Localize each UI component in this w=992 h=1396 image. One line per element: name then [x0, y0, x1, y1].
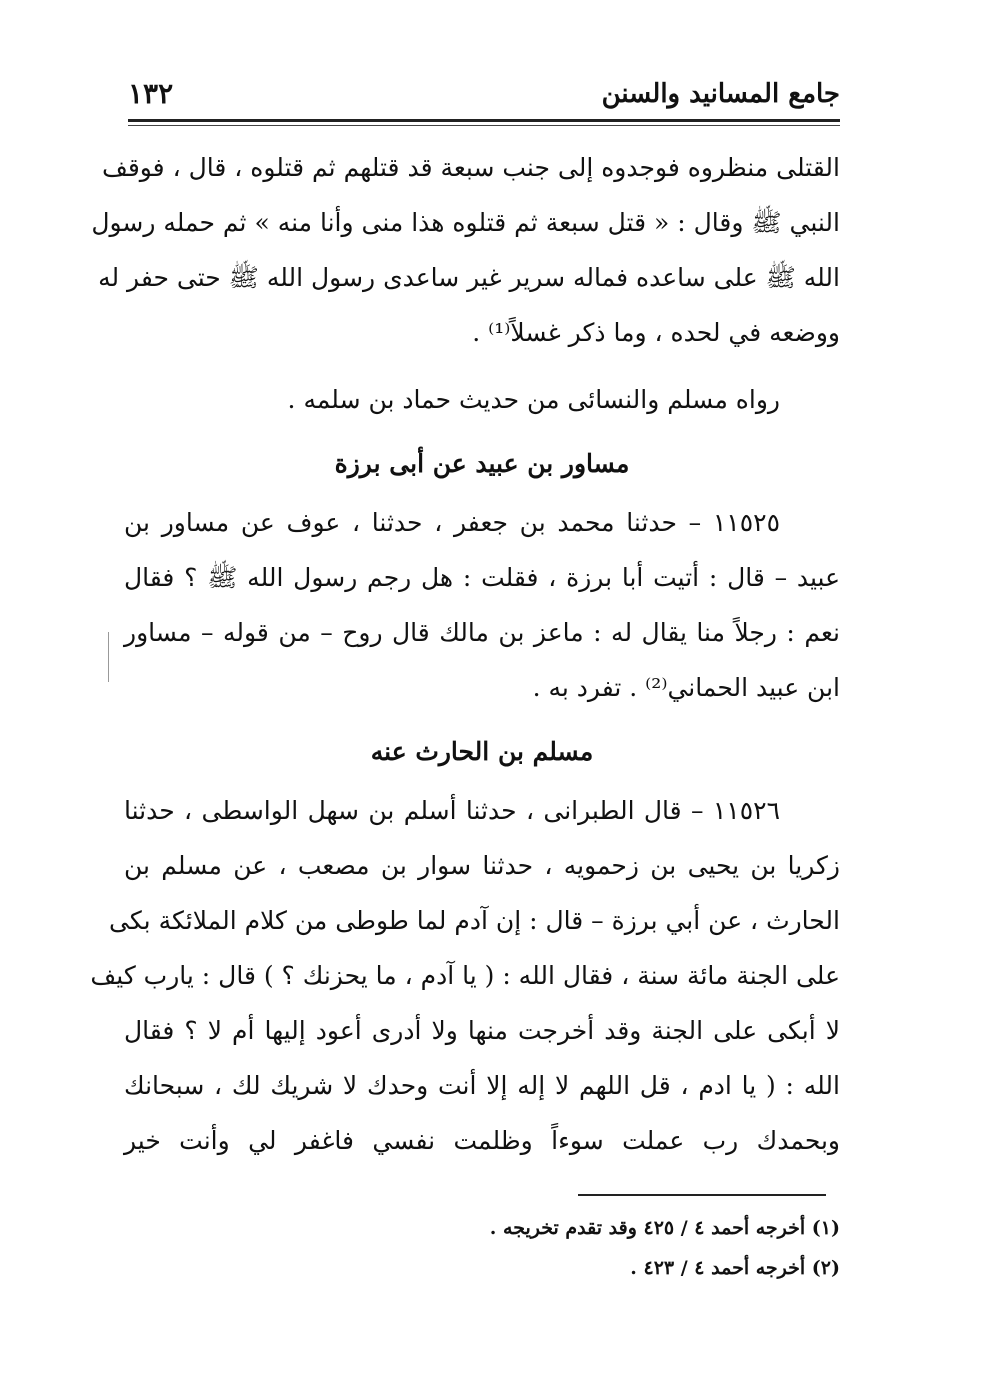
text-line: الحارث ، عن أبي برزة – قال : إن آدم لما طوطى من كلام الملائكة بكى [109, 906, 840, 935]
text-line: عبيد – قال : أتيت أبا برزة ، فقلت : هل رجم رسول الله ﷺ ؟ فقال [124, 563, 840, 592]
text-line: رواه مسلم والنسائى من حديث حماد بن سلمه . [287, 385, 780, 414]
section-heading: مسلم بن الحارث عنه [370, 737, 594, 766]
text-line: الله ﷺ على ساعده فماله سرير غير ساعدى رسول الله ﷺ حتى حفر له [98, 263, 840, 292]
text-line: القتلى منظروه فوجدوه إلى جنب سبعة قد قتلهم ثم قتلوه ، قال ، فوقف [101, 153, 840, 182]
text-line: الله : ( يا ادم ، قل اللهم لا إله إلا أنت وحدك لا شريك لك ، سبحانك [124, 1071, 840, 1100]
header-rule [128, 119, 840, 122]
text-line: وبحمدك رب عملت سوءاً وظلمت نفسي فاغفر لي وأنت خير [124, 1126, 840, 1155]
text-line: ١١٥٢٥ – حدثنا محمد بن جعفر ، حدثنا ، عوف عن مساور بن [124, 508, 780, 537]
text-line: النبي ﷺ وقال : « قتل سبعة ثم قتلوه هذا منى وأنا منه » ثم حمله رسول [91, 208, 840, 237]
footnote: (٢) أخرجه أحمد ٤ / ٤٢٣ . [630, 1257, 840, 1279]
running-title: جامع المسانيد والسنن [601, 79, 840, 109]
footnotes [300, 1208, 840, 1288]
text-line: لا أبكى على الجنة وقد أخرجت منها ولا أدرى أعود إليها أم لا ؟ فقال [124, 1016, 840, 1045]
text-line: ١١٥٢٦ – قال الطبرانى ، حدثنا أسلم بن سهل الواسطى ، حدثنا [124, 796, 780, 825]
text-line: زكريا بن يحيى بن زحمويه ، حدثنا سوار بن مصعب ، عن مسلم بن [124, 851, 840, 880]
text-line: ابن عبيد الحماني⁽²⁾ . تفرد به . [532, 673, 840, 702]
page-number: ١٣٢ [128, 77, 174, 110]
page-header [128, 74, 840, 118]
footnote: (١) أخرجه أحمد ٤ / ٤٢٥ وقد تقدم تخريجه . [489, 1217, 840, 1239]
section-heading: مساور بن عبيد عن أبى برزة [334, 449, 630, 478]
header-rule-thin [128, 125, 840, 126]
text-line: على الجنة مائة سنة ، فقال الله : ( يا آدم ، ما يحزنك ؟ ) قال : يارب كيف [90, 961, 840, 990]
text-line: نعم : رجلاً منا يقال له : ماعز بن مالك قال روح – من قوله – مساور [124, 618, 840, 647]
margin-mark [108, 632, 110, 682]
footnote-rule [578, 1194, 826, 1196]
text-line: ووضعه في لحده ، وما ذكر غسلاً⁽¹⁾ . [472, 318, 840, 347]
body-text [90, 140, 840, 1168]
